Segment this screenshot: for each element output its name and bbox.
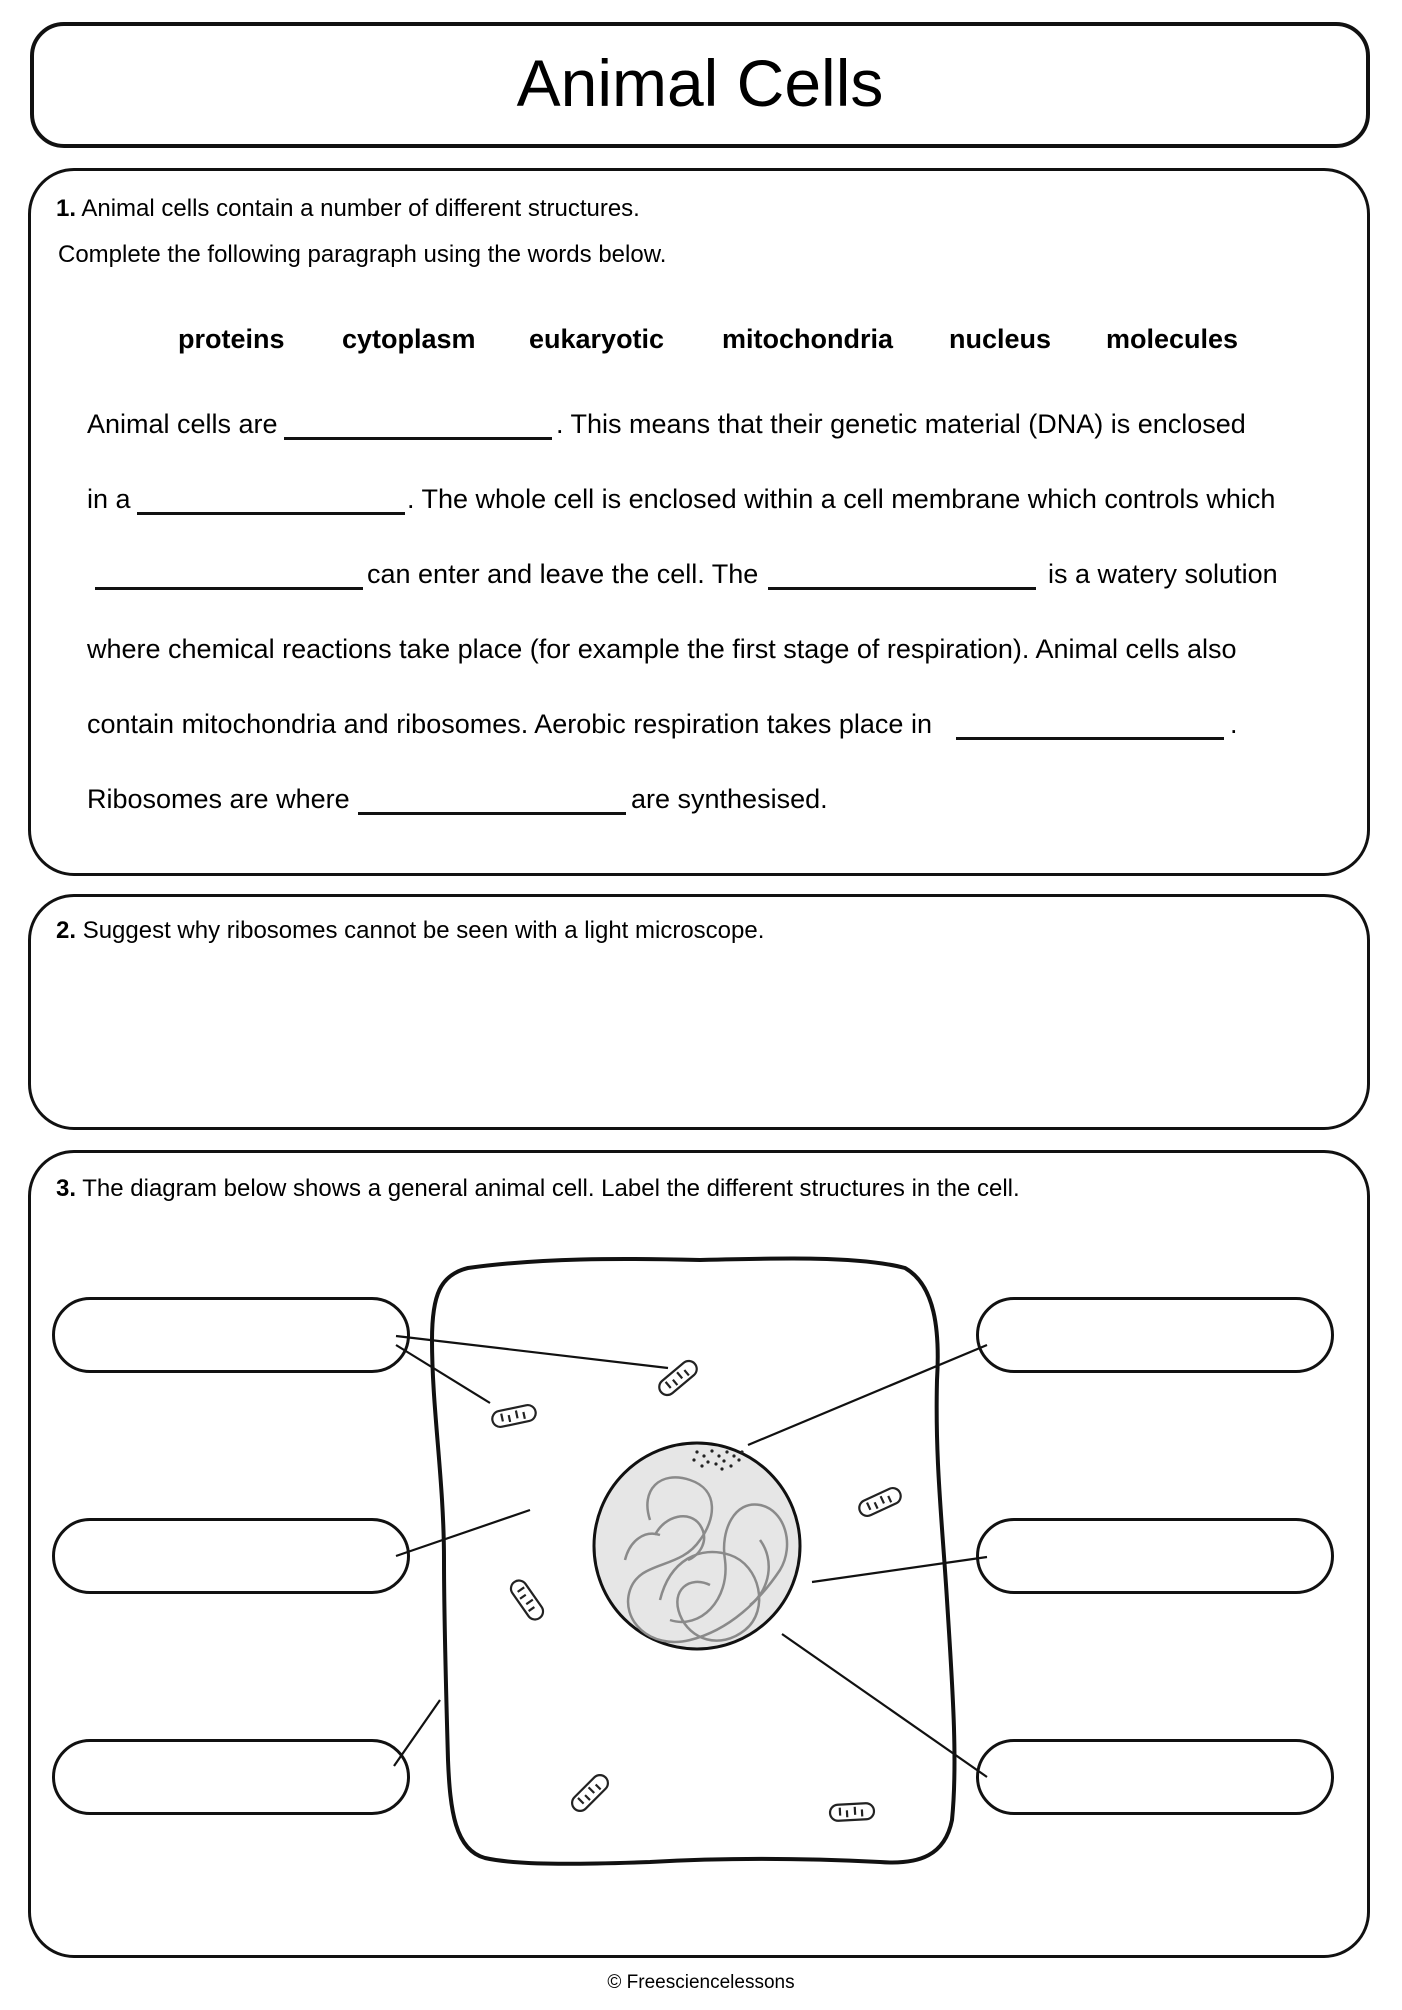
mitochondrion (656, 1358, 700, 1399)
question-1-instruction: Complete the following paragraph using the words below. (58, 241, 667, 268)
paragraph-text: . (1230, 709, 1238, 739)
paragraph-text: . The whole cell is enclosed within a cell membrane which controls which (407, 484, 1276, 514)
question-2-prompt: Suggest why ribosomes cannot be seen with a light microscope. (82, 917, 765, 944)
mitochondrion (569, 1772, 611, 1814)
word-bank-item: cytoplasm (342, 324, 476, 354)
mitochondrion (491, 1404, 537, 1429)
paragraph-text: is a watery solution (1048, 559, 1278, 589)
paragraph-text: in a (87, 484, 131, 514)
page-title: Animal Cells (516, 46, 884, 120)
mitochondrion (508, 1577, 546, 1622)
footer-credit: © Freesciencelessons (607, 1972, 795, 1993)
question-2-number: 2. (56, 917, 77, 944)
question-1-intro-text: Animal cells contain a number of different structures. (81, 195, 640, 222)
question-3-prompt: The diagram below shows a general animal cell. Label the different structures in the cell. (82, 1175, 1020, 1202)
paragraph-text: where chemical reactions take place (for example the first stage of respiration). Animal cells also (87, 634, 1237, 664)
question-3-number: 3. (56, 1175, 77, 1202)
paragraph-text: . This means that their genetic material (DNA) is enclosed (556, 409, 1246, 439)
question-1-number: 1. (56, 195, 77, 222)
paragraph-text: Animal cells are (87, 409, 278, 439)
paragraph-text: can enter and leave the cell. The (367, 559, 759, 589)
word-bank-item: proteins (178, 324, 285, 354)
paragraph-text: are synthesised. (631, 784, 828, 814)
word-bank-item: molecules (1106, 324, 1239, 354)
word-bank-item: nucleus (949, 324, 1052, 354)
mitochondrion (857, 1485, 904, 1518)
paragraph-text: Ribosomes are where (87, 784, 350, 814)
word-bank-item: eukaryotic (529, 324, 665, 354)
paragraph-text: contain mitochondria and ribosomes. Aerobic respiration takes place in (87, 709, 932, 739)
word-bank-item: mitochondria (722, 324, 894, 354)
mitochondrion (830, 1803, 875, 1821)
